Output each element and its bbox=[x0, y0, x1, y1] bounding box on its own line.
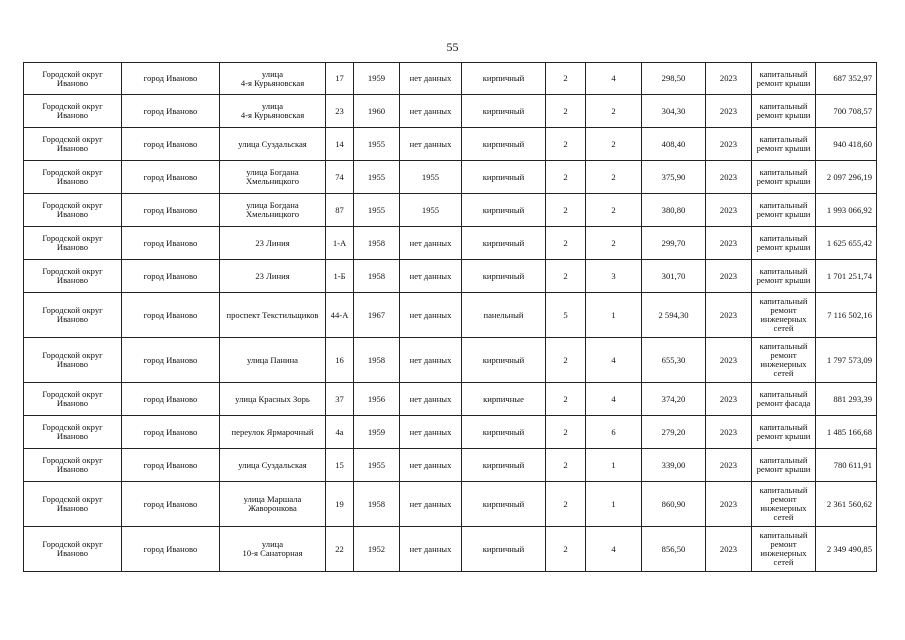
district-cell: Городской округ Иваново bbox=[24, 227, 122, 260]
plan-year-cell: 2023 bbox=[706, 293, 752, 338]
year-built-cell: 1955 bbox=[354, 449, 400, 482]
city-cell: город Иваново bbox=[122, 416, 220, 449]
street-cell: 23 Линия bbox=[220, 227, 326, 260]
table-row bbox=[24, 383, 877, 416]
district-cell: Городской округ Иваново bbox=[24, 95, 122, 128]
work-type-cell: капитальный ремонт крыши bbox=[752, 416, 816, 449]
plan-year-cell: 2023 bbox=[706, 63, 752, 95]
street-cell: улица Богдана Хмельницкого bbox=[220, 161, 326, 194]
street-cell: улица Красных Зорь bbox=[220, 383, 326, 416]
work-type-cell: капитальный ремонт инженерных сетей bbox=[752, 293, 816, 338]
area-cell: 304,30 bbox=[642, 95, 706, 128]
floors-cell: 2 bbox=[546, 416, 586, 449]
house-number-cell: 23 bbox=[326, 95, 354, 128]
entrances-cell: 2 bbox=[586, 161, 642, 194]
wall-material-cell: кирпичный bbox=[462, 63, 546, 95]
house-number-cell: 44-А bbox=[326, 293, 354, 338]
work-type-cell: капитальный ремонт крыши bbox=[752, 260, 816, 293]
year-built-cell: 1958 bbox=[354, 482, 400, 527]
entrances-cell: 2 bbox=[586, 128, 642, 161]
city-cell: город Иваново bbox=[122, 128, 220, 161]
table-row bbox=[24, 527, 877, 572]
city-cell: город Иваново bbox=[122, 260, 220, 293]
capital-repair-table bbox=[23, 62, 877, 572]
year-built-cell: 1967 bbox=[354, 293, 400, 338]
district-cell: Городской округ Иваново bbox=[24, 416, 122, 449]
year-built-cell: 1955 bbox=[354, 161, 400, 194]
street-cell: проспект Текстильщиков bbox=[220, 293, 326, 338]
plan-year-cell: 2023 bbox=[706, 338, 752, 383]
house-number-cell: 1-Б bbox=[326, 260, 354, 293]
area-cell: 301,70 bbox=[642, 260, 706, 293]
district-cell: Городской округ Иваново bbox=[24, 293, 122, 338]
cost-cell: 1 625 655,42 bbox=[816, 227, 877, 260]
year-privatization-cell: 1955 bbox=[400, 161, 462, 194]
work-type-cell: капитальный ремонт крыши bbox=[752, 449, 816, 482]
district-cell: Городской округ Иваново bbox=[24, 482, 122, 527]
table-row bbox=[24, 449, 877, 482]
city-cell: город Иваново bbox=[122, 383, 220, 416]
work-type-cell: капитальный ремонт инженерных сетей bbox=[752, 527, 816, 572]
year-privatization-cell: нет данных bbox=[400, 63, 462, 95]
table-row bbox=[24, 227, 877, 260]
area-cell: 380,80 bbox=[642, 194, 706, 227]
page-number: 55 bbox=[446, 40, 459, 54]
wall-material-cell: кирпичный bbox=[462, 95, 546, 128]
year-built-cell: 1955 bbox=[354, 128, 400, 161]
wall-material-cell: кирпичный bbox=[462, 482, 546, 527]
city-cell: город Иваново bbox=[122, 161, 220, 194]
cost-cell: 2 097 296,19 bbox=[816, 161, 877, 194]
floors-cell: 2 bbox=[546, 260, 586, 293]
city-cell: город Иваново bbox=[122, 338, 220, 383]
district-cell: Городской округ Иваново bbox=[24, 260, 122, 293]
house-number-cell: 87 bbox=[326, 194, 354, 227]
cost-cell: 780 611,91 bbox=[816, 449, 877, 482]
plan-year-cell: 2023 bbox=[706, 260, 752, 293]
plan-year-cell: 2023 bbox=[706, 527, 752, 572]
floors-cell: 2 bbox=[546, 227, 586, 260]
area-cell: 298,50 bbox=[642, 63, 706, 95]
table-row bbox=[24, 63, 877, 95]
city-cell: город Иваново bbox=[122, 482, 220, 527]
work-type-cell: капитальный ремонт крыши bbox=[752, 194, 816, 227]
entrances-cell: 2 bbox=[586, 227, 642, 260]
cost-cell: 7 116 502,16 bbox=[816, 293, 877, 338]
wall-material-cell: кирпичный bbox=[462, 527, 546, 572]
floors-cell: 2 bbox=[546, 338, 586, 383]
area-cell: 655,30 bbox=[642, 338, 706, 383]
house-number-cell: 37 bbox=[326, 383, 354, 416]
year-built-cell: 1959 bbox=[354, 416, 400, 449]
plan-year-cell: 2023 bbox=[706, 161, 752, 194]
city-cell: город Иваново bbox=[122, 194, 220, 227]
year-privatization-cell: 1955 bbox=[400, 194, 462, 227]
house-number-cell: 1-А bbox=[326, 227, 354, 260]
city-cell: город Иваново bbox=[122, 527, 220, 572]
cost-cell: 700 708,57 bbox=[816, 95, 877, 128]
floors-cell: 2 bbox=[546, 482, 586, 527]
entrances-cell: 4 bbox=[586, 63, 642, 95]
area-cell: 279,20 bbox=[642, 416, 706, 449]
entrances-cell: 4 bbox=[586, 338, 642, 383]
cost-cell: 1 797 573,09 bbox=[816, 338, 877, 383]
year-built-cell: 1952 bbox=[354, 527, 400, 572]
wall-material-cell: кирпичный bbox=[462, 416, 546, 449]
year-built-cell: 1958 bbox=[354, 338, 400, 383]
street-cell: переулок Ярмарочный bbox=[220, 416, 326, 449]
entrances-cell: 2 bbox=[586, 95, 642, 128]
house-number-cell: 15 bbox=[326, 449, 354, 482]
street-cell: улица 4-я Курьяновская bbox=[220, 63, 326, 95]
plan-year-cell: 2023 bbox=[706, 482, 752, 527]
house-number-cell: 19 bbox=[326, 482, 354, 527]
district-cell: Городской округ Иваново bbox=[24, 383, 122, 416]
cost-cell: 2 349 490,85 bbox=[816, 527, 877, 572]
plan-year-cell: 2023 bbox=[706, 227, 752, 260]
entrances-cell: 1 bbox=[586, 482, 642, 527]
city-cell: город Иваново bbox=[122, 227, 220, 260]
wall-material-cell: кирпичные bbox=[462, 383, 546, 416]
year-built-cell: 1955 bbox=[354, 194, 400, 227]
house-number-cell: 16 bbox=[326, 338, 354, 383]
street-cell: улица Панина bbox=[220, 338, 326, 383]
plan-year-cell: 2023 bbox=[706, 383, 752, 416]
year-built-cell: 1958 bbox=[354, 260, 400, 293]
district-cell: Городской округ Иваново bbox=[24, 161, 122, 194]
year-privatization-cell: нет данных bbox=[400, 527, 462, 572]
entrances-cell: 6 bbox=[586, 416, 642, 449]
year-privatization-cell: нет данных bbox=[400, 416, 462, 449]
wall-material-cell: кирпичный bbox=[462, 449, 546, 482]
floors-cell: 2 bbox=[546, 63, 586, 95]
work-type-cell: капитальный ремонт крыши bbox=[752, 227, 816, 260]
entrances-cell: 3 bbox=[586, 260, 642, 293]
table-row bbox=[24, 293, 877, 338]
table-body bbox=[24, 63, 877, 572]
cost-cell: 940 418,60 bbox=[816, 128, 877, 161]
street-cell: улица Богдана Хмельницкого bbox=[220, 194, 326, 227]
cost-cell: 1 701 251,74 bbox=[816, 260, 877, 293]
floors-cell: 2 bbox=[546, 527, 586, 572]
district-cell: Городской округ Иваново bbox=[24, 449, 122, 482]
house-number-cell: 74 bbox=[326, 161, 354, 194]
wall-material-cell: кирпичный bbox=[462, 338, 546, 383]
work-type-cell: капитальный ремонт инженерных сетей bbox=[752, 482, 816, 527]
year-privatization-cell: нет данных bbox=[400, 293, 462, 338]
table-row bbox=[24, 338, 877, 383]
plan-year-cell: 2023 bbox=[706, 128, 752, 161]
work-type-cell: капитальный ремонт инженерных сетей bbox=[752, 338, 816, 383]
year-privatization-cell: нет данных bbox=[400, 128, 462, 161]
district-cell: Городской округ Иваново bbox=[24, 63, 122, 95]
wall-material-cell: кирпичный bbox=[462, 194, 546, 227]
floors-cell: 5 bbox=[546, 293, 586, 338]
wall-material-cell: панельный bbox=[462, 293, 546, 338]
table-row bbox=[24, 260, 877, 293]
cost-cell: 1 993 066,92 bbox=[816, 194, 877, 227]
table-row bbox=[24, 482, 877, 527]
house-number-cell: 14 bbox=[326, 128, 354, 161]
work-type-cell: капитальный ремонт крыши bbox=[752, 95, 816, 128]
work-type-cell: капитальный ремонт крыши bbox=[752, 63, 816, 95]
floors-cell: 2 bbox=[546, 128, 586, 161]
area-cell: 374,20 bbox=[642, 383, 706, 416]
street-cell: улица Суздальская bbox=[220, 128, 326, 161]
district-cell: Городской округ Иваново bbox=[24, 338, 122, 383]
year-privatization-cell: нет данных bbox=[400, 95, 462, 128]
work-type-cell: капитальный ремонт крыши bbox=[752, 128, 816, 161]
wall-material-cell: кирпичный bbox=[462, 128, 546, 161]
house-number-cell: 17 bbox=[326, 63, 354, 95]
year-privatization-cell: нет данных bbox=[400, 260, 462, 293]
plan-year-cell: 2023 bbox=[706, 95, 752, 128]
district-cell: Городской округ Иваново bbox=[24, 527, 122, 572]
district-cell: Городской округ Иваново bbox=[24, 128, 122, 161]
table-row bbox=[24, 194, 877, 227]
street-cell: улица Суздальская bbox=[220, 449, 326, 482]
table-row bbox=[24, 95, 877, 128]
entrances-cell: 1 bbox=[586, 293, 642, 338]
street-cell: улица Маршала Жаворонкова bbox=[220, 482, 326, 527]
area-cell: 339,00 bbox=[642, 449, 706, 482]
area-cell: 408,40 bbox=[642, 128, 706, 161]
cost-cell: 687 352,97 bbox=[816, 63, 877, 95]
work-type-cell: капитальный ремонт крыши bbox=[752, 161, 816, 194]
city-cell: город Иваново bbox=[122, 95, 220, 128]
entrances-cell: 4 bbox=[586, 383, 642, 416]
area-cell: 375,90 bbox=[642, 161, 706, 194]
work-type-cell: капитальный ремонт фасада bbox=[752, 383, 816, 416]
cost-cell: 881 293,39 bbox=[816, 383, 877, 416]
year-privatization-cell: нет данных bbox=[400, 482, 462, 527]
street-cell: 23 Линия bbox=[220, 260, 326, 293]
year-privatization-cell: нет данных bbox=[400, 449, 462, 482]
city-cell: город Иваново bbox=[122, 293, 220, 338]
floors-cell: 2 bbox=[546, 95, 586, 128]
city-cell: город Иваново bbox=[122, 63, 220, 95]
table-row bbox=[24, 128, 877, 161]
entrances-cell: 1 bbox=[586, 449, 642, 482]
floors-cell: 2 bbox=[546, 194, 586, 227]
area-cell: 2 594,30 bbox=[642, 293, 706, 338]
house-number-cell: 4а bbox=[326, 416, 354, 449]
wall-material-cell: кирпичный bbox=[462, 161, 546, 194]
year-built-cell: 1959 bbox=[354, 63, 400, 95]
year-built-cell: 1960 bbox=[354, 95, 400, 128]
cost-cell: 1 485 166,68 bbox=[816, 416, 877, 449]
year-built-cell: 1958 bbox=[354, 227, 400, 260]
floors-cell: 2 bbox=[546, 161, 586, 194]
city-cell: город Иваново bbox=[122, 449, 220, 482]
year-privatization-cell: нет данных bbox=[400, 338, 462, 383]
floors-cell: 2 bbox=[546, 383, 586, 416]
street-cell: улица 4-я Курьяновская bbox=[220, 95, 326, 128]
cost-cell: 2 361 560,62 bbox=[816, 482, 877, 527]
entrances-cell: 4 bbox=[586, 527, 642, 572]
house-number-cell: 22 bbox=[326, 527, 354, 572]
year-privatization-cell: нет данных bbox=[400, 227, 462, 260]
area-cell: 860,90 bbox=[642, 482, 706, 527]
street-cell: улица 10-я Санаторная bbox=[220, 527, 326, 572]
plan-year-cell: 2023 bbox=[706, 449, 752, 482]
table-row bbox=[24, 416, 877, 449]
district-cell: Городской округ Иваново bbox=[24, 194, 122, 227]
plan-year-cell: 2023 bbox=[706, 194, 752, 227]
floors-cell: 2 bbox=[546, 449, 586, 482]
year-privatization-cell: нет данных bbox=[400, 383, 462, 416]
table-row bbox=[24, 161, 877, 194]
area-cell: 856,50 bbox=[642, 527, 706, 572]
entrances-cell: 2 bbox=[586, 194, 642, 227]
wall-material-cell: кирпичный bbox=[462, 260, 546, 293]
area-cell: 299,70 bbox=[642, 227, 706, 260]
wall-material-cell: кирпичный bbox=[462, 227, 546, 260]
plan-year-cell: 2023 bbox=[706, 416, 752, 449]
year-built-cell: 1956 bbox=[354, 383, 400, 416]
